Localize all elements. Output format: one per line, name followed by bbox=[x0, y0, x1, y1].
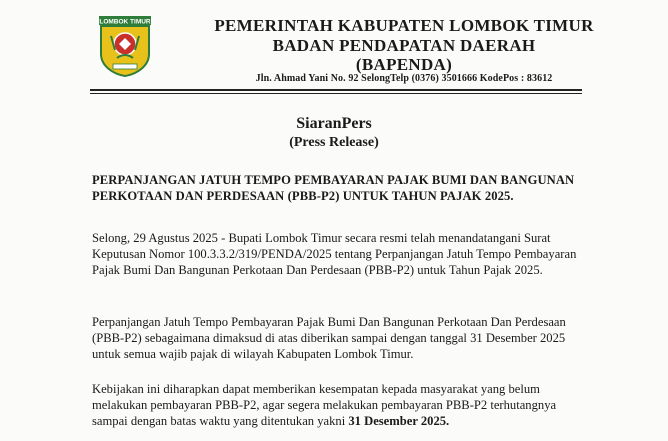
svg-text:LOMBOK TIMUR: LOMBOK TIMUR bbox=[99, 18, 151, 26]
paragraph-policy bbox=[92, 381, 582, 430]
document-subtitle: (Press Release) bbox=[289, 135, 379, 150]
paragraph-extension bbox=[92, 314, 582, 363]
document-title: SiaranPers bbox=[296, 115, 372, 132]
paragraph-3-text: Kebijakan ini diharapkan dapat memberikan kesempatan kepada masyarakat yang belum melakukan pembayaran PBB-P2, agar segera melakukan pembayaran PBB-P2 terhutangnya sampai dengan batas waktu yang ditentukan yakni bbox=[92, 382, 557, 429]
letterhead-address: Jln. Ahmad Yani No. 92 SelongTelp (0376) 3501666 KodePos : 83612 bbox=[255, 73, 553, 84]
letterhead-divider-thin bbox=[90, 93, 582, 94]
paragraph-1-text: Selong, 29 Agustus 2025 - Bupati Lombok Timur secara resmi telah menandatangani Surat Keputusan Nomor 100.3.3.2/319/PENDA/2025 tentang Perpanjangan Jatuh Tempo Pembayaran Pajak Bumi Dan Bangunan Perkotaan Dan Perdesaan (PBB-P2) untuk Tahun Pajak 2025. bbox=[92, 231, 577, 278]
letterhead-line-government: PEMERINTAH KABUPATEN LOMBOK TIMUR bbox=[214, 16, 594, 35]
lombok-timur-crest-icon bbox=[97, 14, 153, 78]
paragraph-2-text: Perpanjangan Jatuh Tempo Pembayaran Pajak Bumi Dan Bangunan Perkotaan Dan Perdesaan (PBB-P2) sebagaimana dimaksud di atas diberikan sampai dengan tanggal 31 Desember 2025 untuk semua wajib pajak di wilayah Kabupaten Lombok Timur. bbox=[92, 315, 566, 362]
letterhead-divider-thick bbox=[90, 89, 582, 91]
letterhead-line-acronym: (BAPENDA) bbox=[355, 55, 453, 74]
paragraph-announcement bbox=[92, 230, 582, 279]
press-release-headline: PERPANJANGAN JATUH TEMPO PEMBAYARAN PAJAK BUMI DAN BANGUNAN PERKOTAAN DAN PERDESAAN (PBB-P2) UNTUK TAHUN PAJAK 2025. bbox=[92, 173, 575, 204]
letterhead-line-agency: BADAN PENDAPATAN DAERAH bbox=[272, 36, 536, 55]
deadline-date: 31 Desember 2025. bbox=[348, 414, 450, 429]
